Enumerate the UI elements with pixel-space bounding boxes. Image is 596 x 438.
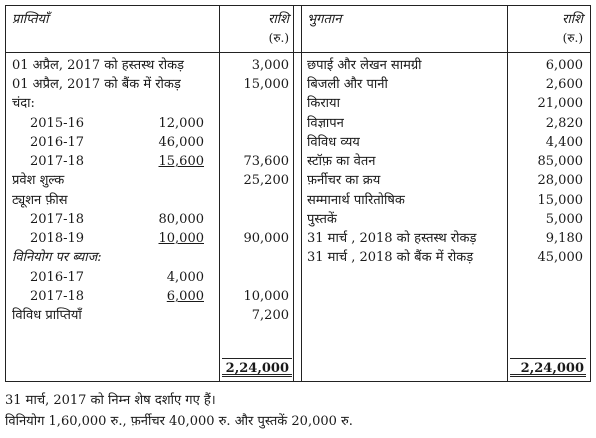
payment-label: किराया [307,96,340,111]
payment-label: छपाई और लेखन सामग्री [307,58,422,73]
receipt-amount: 73,600 [243,154,289,169]
receipts-amount-header: राशि [268,12,289,27]
payment-label: 31 मार्च , 2018 को बैंक में रोकड़ [307,250,474,265]
note-line: 31 मार्च, 2017 को निम्न शेष दर्शाए गए हैं। [5,393,216,408]
payment-amount: 15,000 [537,193,583,208]
receipt-label: चंदा: [12,96,35,111]
receipt-subamount: 80,000 [158,212,204,227]
column-divider [293,6,294,381]
payment-amount: 6,000 [545,58,583,73]
receipt-subamount: 10,000 [158,231,204,246]
receipt-amount: 25,200 [243,173,289,188]
receipt-amount: 7,200 [251,308,289,323]
payments-total: 2,24,000 [510,358,586,377]
payment-label: 31 मार्च , 2018 को हस्तस्थ रोकड़ [307,231,477,246]
payments-header: भुगतान [307,12,342,27]
payment-amount: 28,000 [537,173,583,188]
payment-label: फ़र्नीचर का क्रय [307,173,381,188]
receipt-amount: 15,000 [243,77,289,92]
receipt-label: 01 अप्रैल, 2017 को हस्तस्थ रोकड़ [12,58,185,73]
receipt-subamount: 6,000 [166,289,204,304]
receipt-label: 2016-17 [30,270,85,285]
receipt-amount: 3,000 [251,58,289,73]
payment-amount: 2,600 [545,77,583,92]
receipt-amount: 90,000 [243,231,289,246]
payment-label: बिजली और पानी [307,77,388,92]
payment-amount: 9,180 [545,231,583,246]
payment-label: विज्ञापन [307,116,344,131]
receipts-amount-unit: (रु.) [268,31,289,45]
receipt-subamount: 46,000 [158,135,204,150]
receipt-subamount: 4,000 [166,270,204,285]
receipt-label: 2017-18 [30,154,85,169]
payment-amount: 5,000 [545,212,583,227]
payment-amount: 85,000 [537,154,583,169]
receipt-amount: 10,000 [243,289,289,304]
payment-label: सम्मानार्थ पारितोषिक [307,193,405,208]
payment-label: पुस्तकें [307,212,337,227]
receipt-label: विनियोग पर ब्याज: [12,250,102,265]
payment-amount: 2,820 [545,116,583,131]
receipt-label: 01 अप्रैल, 2017 को बैंक में रोकड़ [12,77,181,92]
receipt-label: 2018-19 [30,231,85,246]
receipt-label: प्रवेश शुल्क [12,173,65,188]
receipts-payments-table [5,5,591,382]
column-divider [301,6,302,381]
payment-label: स्टॉफ़ का वेतन [307,154,376,169]
payment-amount: 45,000 [537,250,583,265]
payments-amount-unit: (रु.) [562,31,583,45]
header-divider [6,52,590,53]
payment-label: विविध व्यय [307,135,360,150]
note-line: विनियोग 1,60,000 रु., फ़र्नीचर 40,000 रु. और पुस्तकें 20,000 रु. [5,414,353,429]
receipts-total: 2,24,000 [222,358,292,377]
receipt-label: 2016-17 [30,135,85,150]
receipt-label: 2017-18 [30,289,85,304]
payment-amount: 4,400 [545,135,583,150]
receipt-label: विविध प्राप्तियाँ [12,308,82,323]
receipt-label: ट्यूशन फ़ीस [12,193,68,208]
payments-amount-header: राशि [562,12,583,27]
receipt-subamount: 15,600 [158,154,204,169]
receipts-header: प्राप्तियाँ [12,12,49,27]
payment-amount: 21,000 [537,96,583,111]
receipt-label: 2017-18 [30,212,85,227]
receipt-subamount: 12,000 [158,116,204,131]
receipt-label: 2015-16 [30,116,85,131]
